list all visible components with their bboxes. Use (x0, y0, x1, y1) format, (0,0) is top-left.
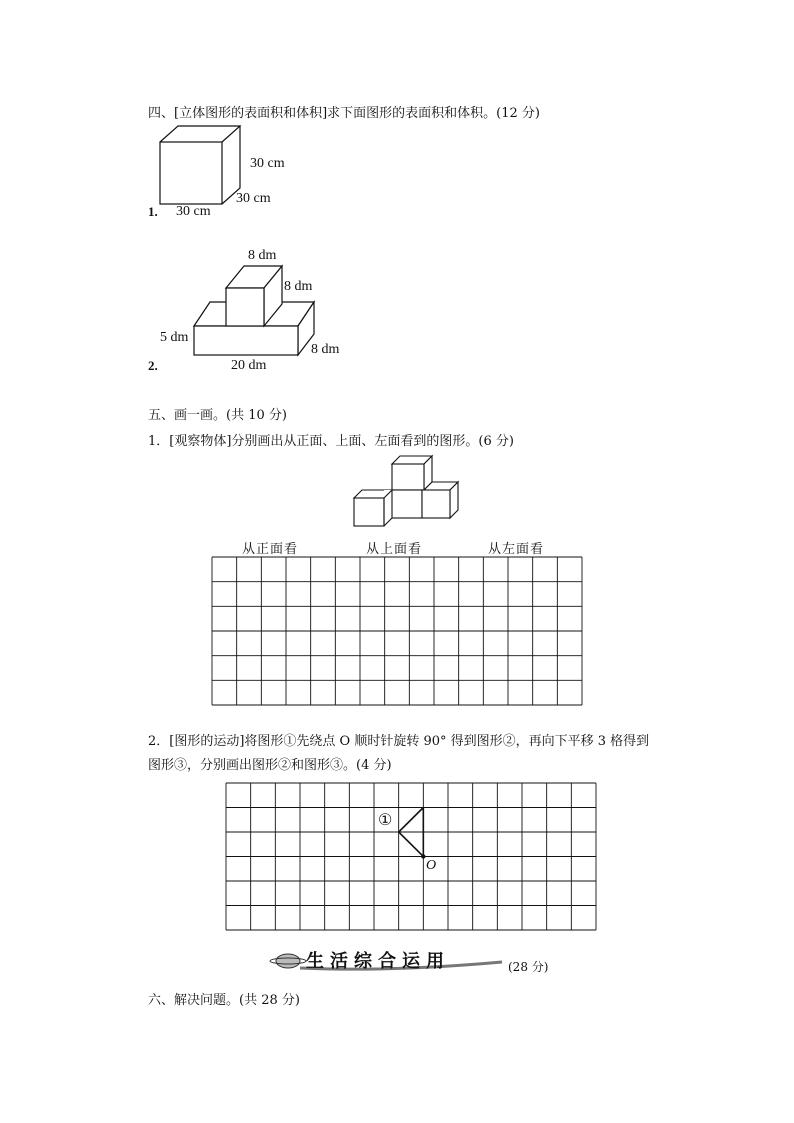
stacked-cuboid-figure (194, 262, 324, 362)
view-label-left: 从左面看 (488, 542, 545, 557)
cube-depth-label: 30 cm (236, 191, 271, 206)
view-label-top: 从上面看 (366, 542, 423, 557)
shape1-label: ① (378, 812, 393, 829)
small-cube-top-label: 8 dm (248, 248, 277, 263)
point-o-label: O (426, 858, 437, 873)
banner-points: (28 分) (508, 960, 549, 974)
drawing-grid-rotation[interactable] (226, 783, 596, 930)
point-o (421, 854, 425, 858)
cube-height-label: 30 cm (250, 156, 285, 171)
banner-title: 生活综合运用 (306, 951, 450, 972)
q2-text-line2: 图形③，分别画出图形②和图形③。(4 分) (148, 758, 392, 773)
section4-heading: 四、[立体图形的表面积和体积]求下面图形的表面积和体积。(12 分) (148, 106, 540, 121)
small-cube-side-label: 8 dm (284, 279, 313, 294)
problem2-number: 2. (148, 358, 158, 373)
section5-heading: 五、画一画。(共 10 分) (148, 408, 287, 423)
cubes-arrangement-figure (352, 454, 462, 528)
section6-heading: 六、解决问题。(共 28 分) (148, 993, 300, 1008)
cuboid-height-label: 5 dm (160, 330, 189, 345)
cuboid-length-label: 20 dm (231, 358, 267, 373)
cube-width-label: 30 cm (176, 204, 211, 219)
cuboid-depth-label: 8 dm (311, 342, 340, 357)
view-label-front: 从正面看 (242, 542, 299, 557)
problem1-number: 1. (148, 204, 158, 219)
drawing-grid-views[interactable] (212, 557, 582, 705)
q2-text-line1: 2．[图形的运动]将图形①先绕点 O 顺时针旋转 90° 得到图形②，再向下平移 3 格得到 (148, 734, 650, 749)
q1-text: 1．[观察物体]分别画出从正面、上面、左面看到的图形。(6 分) (148, 434, 514, 449)
